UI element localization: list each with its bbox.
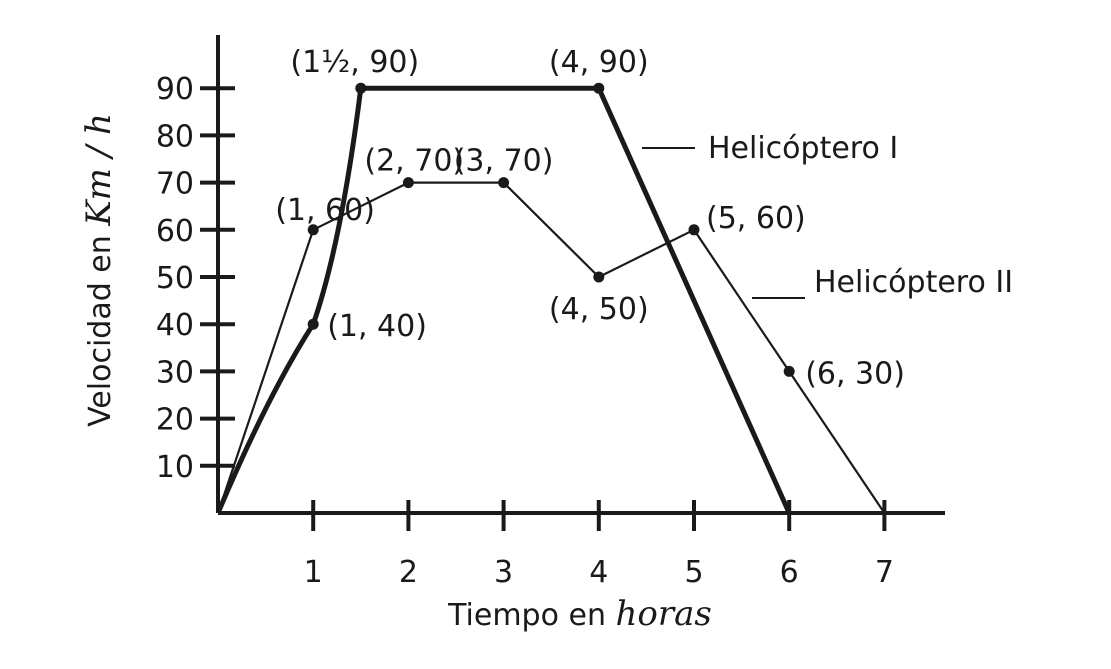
data-point-helicoptero-i	[308, 319, 319, 330]
data-point-helicoptero-ii	[403, 177, 414, 188]
labels-layer	[275, 45, 905, 391]
y-tick-label: 50	[155, 261, 194, 296]
data-point-helicoptero-ii	[498, 177, 509, 188]
data-label: (2, 70)	[364, 143, 465, 179]
y-tick-label: 10	[155, 449, 194, 485]
legend	[642, 131, 1013, 300]
data-label: (1, 40)	[327, 309, 427, 345]
x-tick-label: 6	[779, 555, 799, 590]
data-point-helicoptero-ii	[593, 272, 604, 283]
data-point-helicoptero-i	[355, 83, 366, 94]
data-label: (6, 30)	[805, 356, 905, 392]
data-point-helicoptero-ii	[689, 224, 700, 235]
legend-label-helicoptero-i: Helicóptero I	[708, 131, 899, 166]
data-point-helicoptero-i	[593, 83, 604, 94]
x-tick-label: 3	[494, 555, 514, 590]
data-label: (1½, 90)	[290, 45, 420, 81]
x-tick-label: 1	[303, 555, 323, 590]
y-tick-label: 90	[155, 72, 194, 108]
x-tick-label: 2	[398, 555, 418, 590]
data-label: (1, 60)	[275, 192, 375, 228]
x-axis-title: Tiempo en horas	[448, 594, 712, 634]
x-tick-label: 4	[589, 555, 609, 590]
y-tick-label: 40	[155, 308, 194, 344]
legend-label-helicoptero-ii: Helicóptero II	[814, 265, 1014, 300]
data-point-helicoptero-ii	[784, 366, 795, 377]
y-tick-label: 20	[155, 402, 194, 438]
y-axis-title: Velocidad en Km / h	[79, 113, 119, 427]
y-tick-label: 30	[155, 355, 194, 391]
x-tick-label: 7	[874, 555, 894, 590]
data-label: (4, 50)	[548, 292, 649, 327]
y-tick-label: 80	[155, 119, 194, 155]
data-label: (3, 70)	[453, 143, 554, 179]
y-tick-label: 70	[155, 166, 194, 202]
data-label: (4, 90)	[548, 45, 649, 81]
y-tick-label: 60	[155, 213, 194, 249]
x-tick-label: 5	[684, 555, 704, 590]
data-label: (5, 60)	[706, 200, 806, 236]
